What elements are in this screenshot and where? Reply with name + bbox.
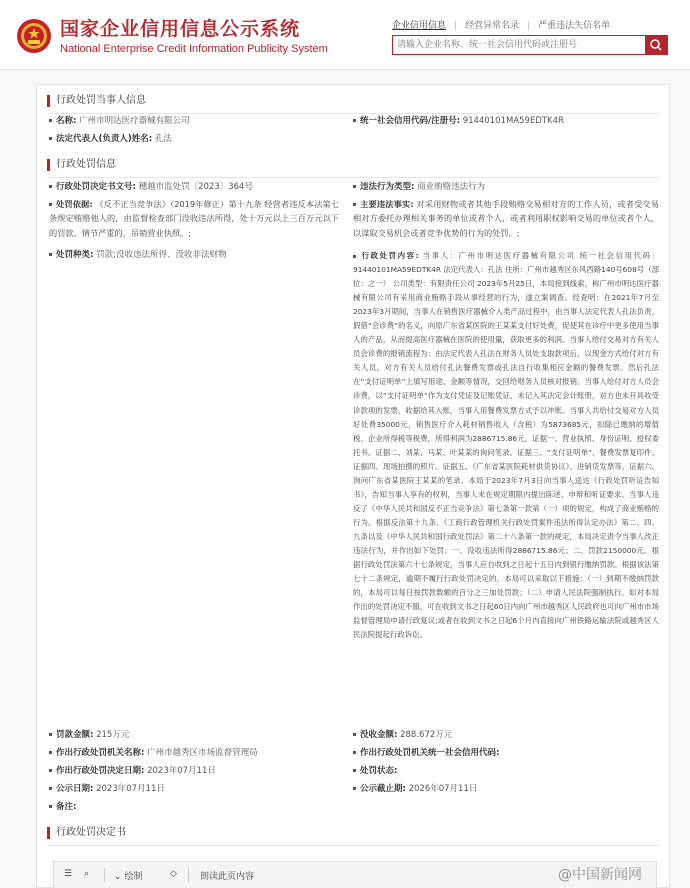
label: 作出行政处罚决定日期:: [56, 766, 145, 776]
bullet-dot: [353, 255, 356, 258]
search-input[interactable]: [393, 36, 645, 54]
search-icon: [645, 36, 667, 54]
bullet-dot: [49, 751, 52, 754]
label: 公示截止期:: [360, 784, 406, 794]
link-serious-violation-list[interactable]: 严重违法失信名单: [538, 21, 611, 31]
value-fine-amount: 215万元: [96, 730, 130, 740]
field-confiscation-amount: [353, 729, 452, 743]
field-penalty-kind: [49, 249, 226, 263]
bullet-dot: [49, 203, 52, 206]
field-publicity-end-date: [353, 783, 477, 797]
document-viewer-toolbar: [53, 861, 657, 888]
bullet-dot: [49, 137, 52, 140]
site-title-english: National Enterprise Credit Information Publicity System: [60, 43, 328, 55]
field-authority-code: [353, 747, 499, 761]
eraser-icon[interactable]: ◇: [170, 869, 177, 879]
label: 备注:: [56, 802, 77, 812]
value-publicity-date: 2023年07月11日: [96, 784, 165, 794]
value-publicity-end-date: 2026年07月11日: [408, 784, 478, 794]
field-main-facts: [353, 197, 659, 240]
top-links: [392, 18, 618, 31]
label: 法定代表人(负责人)姓名:: [56, 134, 153, 144]
label: 主要违法事实:: [360, 199, 414, 209]
value-credit-code: 91440101MA59EDTK4R: [462, 116, 564, 126]
label: 违法行为类型:: [360, 182, 415, 192]
label: 作出行政处罚机关名称:: [56, 748, 145, 758]
divider: [47, 845, 659, 846]
draw-label: 绘制: [124, 872, 143, 882]
label: 罚款金额:: [56, 730, 94, 740]
field-decision-date: [49, 765, 216, 779]
value-doc-number: 穗越市监处罚〔2023〕364号: [138, 182, 253, 192]
section-title-decision: 行政处罚决定书: [47, 827, 126, 839]
label: 处罚种类:: [56, 250, 94, 260]
value-main-facts: 对采用财物或者其他手段贿赂交易相对方的工作人员，或者受交易相对方委托办理相关事务的单位或者个人，或者利用职权影响交易的单位或者个人，以谋取交易机会或者竞争优势的行为的处罚。;: [353, 199, 659, 238]
field-remark: [49, 801, 76, 815]
field-authority-name: [49, 747, 258, 761]
bullet-dot: [353, 185, 356, 188]
field-penalty-status: [353, 765, 397, 779]
search-icon[interactable]: ⌕: [84, 869, 90, 879]
bullet-dot: [353, 769, 356, 772]
site-title: 国家企业信用信息公示系统: [60, 18, 301, 40]
toolbar-separator: [188, 868, 189, 882]
section-title-penalty: 行政处罚信息: [47, 159, 116, 171]
bullet-dot: [49, 805, 52, 808]
bullet-dot: [353, 787, 356, 790]
value-authority-name: 广州市越秀区市场监督管理局: [147, 748, 258, 758]
toolbar-separator: [104, 868, 105, 882]
field-violation-type: [353, 181, 485, 195]
bullet-dot: [353, 751, 356, 754]
label: 行政处罚决定书文号:: [56, 182, 136, 192]
field-doc-number: [49, 181, 253, 195]
national-emblem-icon: [16, 18, 52, 54]
value-legal-rep: 孔法: [154, 134, 172, 144]
field-publicity-date: [49, 783, 165, 797]
value-company-name: 广州市明达医疗器械有限公司: [79, 116, 190, 126]
label: 没收金额:: [360, 730, 398, 740]
bullet-dot: [49, 119, 52, 122]
bullet-dot: [49, 769, 52, 772]
field-fine-amount: [49, 729, 129, 743]
field-legal-rep: [49, 133, 172, 147]
link-separator: |: [527, 21, 531, 31]
search-box: [392, 35, 668, 55]
field-credit-code: [353, 115, 564, 129]
bullet-dot: [353, 119, 356, 122]
bullet-dot: [49, 787, 52, 790]
search-button[interactable]: [645, 36, 667, 54]
value-penalty-content: 当事人：广州市明达医疗器械有限公司 统一社会信用代码：91440101MA59EDTK4R 法定代表人：孔法 住所：广州市越秀区东风西路140号608号（部位：之一） 公司类型：有限责任公司 2023年5月25日，本局接到线索，称广州市明达医疗器械有限公司有采用商业贿赂手段从事经营的行为，遂立案调查。经查明：在2021年7月至2023年3月期间，当事人在销售医疗器械介入类产品过程中，由当事人法定代表人孔法负责，假借“会诊费”的名义，向原广东省某医院的王某某支付好处费，促使其在诊疗中更多使用当事人的产品，从而提高医疗器械在医院的使用量，获取更多的利润。当事人给付交易对方有关人员会诊费的报销流程为：由法定代表人孔法在财务人员处支取款项后，以现金方式给付对方有关人员，对方有关人员给付孔法餐费发票或孔法自行收集相应金额的餐费发票。然后孔法在“支付证明单”上填写用途、金额等情况，交回给财务人员核对报销。当事人给付对方人员会诊费，以“支付证明单”作为支付凭证及记账凭证，未记入其法定会计账册，对方也未开具收受诊款项的发票、收据给其入账，当事人用餐费发票方式予以冲账。当事人共给付交易对方人员好处费35000元，销售医疗介入耗材销售收入（含税）为5873685元，扣除已缴纳的增值税、企业所得税等税费，所得利润为2886715.86元。证据一、营业执照、身份证明、授权委托书。证据二、刘某、马某、叶某某的询问笔录。证据三、“支付证明单”、餐费发票复印件。证据四、现场拍摄的照片。证据五、《广东省某医院耗材供货协议》、进销货发票等。证据六、询问广东省某医院王某某的笔录。本局于2023年7月3日向当事人送达《行政处罚听证告知书》，告知当事人享有的权利，当事人未在规定期限内提出陈述、申辩和听证要求。当事人违反了《中华人民共和国反不正当竞争法》第七条第一款第（一）项的规定，构成了商业贿赂的行为。根据反法第十九条、《工商行政管理机关行政处罚案件违法所得认定办法》第二、四、九条以及《中华人民共和国行政处罚法》第二十八条第一款的规定，本局决定责令当事人改正违法行为，并作出如下处罚：一、没收违法所得2886715.86元；二、罚款2150000元。根据行政处罚法第六十七条规定，当事人应自收到之日起十五日内到银行缴纳罚款。根据该法第七十二条规定，逾期不履行行政处罚决定的，本局可以采取以下措施：（一）到期不缴纳罚款的，本局可以每日按罚款数额的百分之三加处罚款；（二）申请人民法院强制执行。如对本局作出的处罚决定不服，可在收到文书之日起60日内向广州市越秀区人民政府也可向广州市市场监督管理局申请行政复议;或者在收到文书之日起6个月内直接向广州铁路运输法院或越秀区人民法院提起行政诉讼。: [353, 251, 659, 640]
value-confiscation-amount: 288.672万元: [400, 730, 453, 740]
link-separator: |: [454, 21, 458, 31]
label: 行政处罚内容:: [360, 251, 419, 260]
watermark: @中国新闻网: [558, 867, 642, 883]
bullet-dot: [353, 203, 356, 206]
detail-panel: [36, 84, 670, 888]
bullet-dot: [49, 733, 52, 736]
divider: [47, 177, 659, 178]
label: 处罚状态:: [360, 766, 398, 776]
value-penalty-basis: 《反不正当竞争法》（2019年修正）第十九条 经营者违反本法第七条规定贿赂他人的，由监督检查部门没收违法所得，处十万元以上三百万元以下的罚款。情节严重的，吊销营业执照。;: [49, 199, 340, 238]
section-title-party: 行政处罚当事人信息: [47, 95, 146, 107]
label: 公示日期:: [56, 784, 94, 794]
link-abnormal-list[interactable]: 经营异常名录: [465, 21, 520, 31]
label: 处罚依据:: [56, 199, 93, 209]
chevron-down-icon: ⌄: [114, 872, 122, 882]
read-aloud-button[interactable]: 朗读此页内容: [200, 872, 255, 882]
site-header: [0, 0, 690, 70]
label: 作出行政处罚机关统一社会信用代码:: [360, 748, 500, 758]
label: 名称:: [56, 116, 77, 126]
value-penalty-kind: 罚款;没收违法所得、没收非法财物: [96, 250, 227, 260]
field-name: [49, 115, 190, 129]
bullet-dot: [49, 185, 52, 188]
value-decision-date: 2023年07月11日: [147, 766, 216, 776]
field-penalty-basis: [49, 197, 339, 240]
bullet-dot: [353, 733, 356, 736]
divider: [47, 113, 659, 114]
link-enterprise-credit[interactable]: 企业信用信息: [392, 21, 447, 31]
draw-button[interactable]: [114, 869, 142, 882]
label: 统一社会信用代码/注册号:: [360, 116, 461, 126]
bullet-dot: [49, 253, 52, 256]
field-penalty-content: [353, 249, 659, 642]
value-violation-type: 商业贿赂违法行为: [417, 182, 486, 192]
menu-icon[interactable]: ☰: [64, 869, 73, 879]
